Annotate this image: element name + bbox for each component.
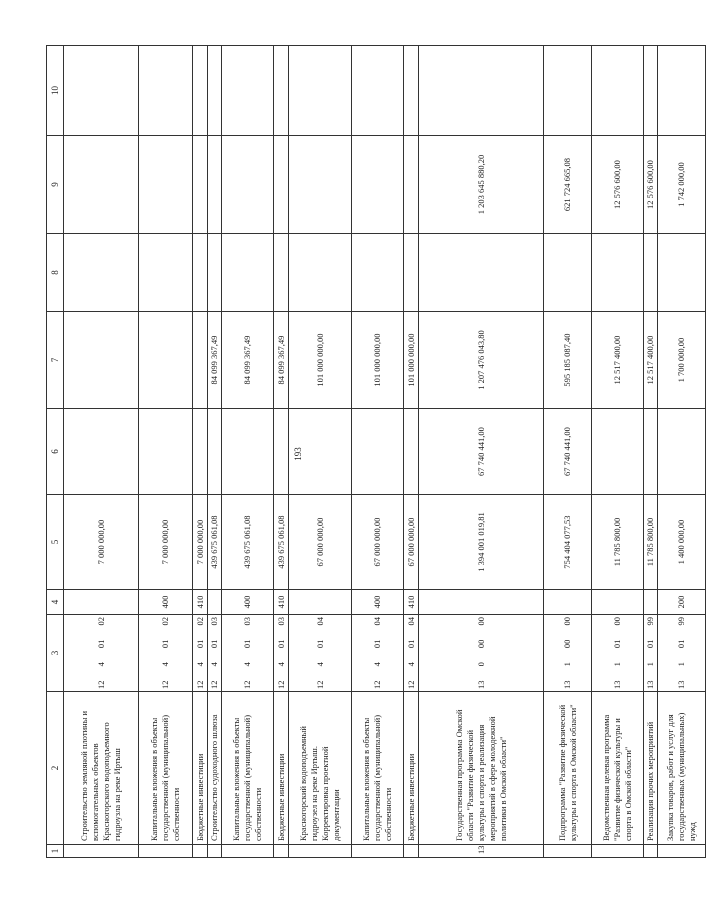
expense-type-cell: 400 xyxy=(139,590,193,615)
amount-cell-c9 xyxy=(139,136,193,234)
code-part: 01 xyxy=(676,639,686,649)
amount-cell-c5: 67 000 000,00 xyxy=(289,495,352,590)
code-parts xyxy=(209,615,220,691)
row-number-cell xyxy=(592,845,644,858)
code-part: 02 xyxy=(95,617,106,626)
amount-cell-c8 xyxy=(352,234,404,312)
code-part: 00 xyxy=(612,617,622,626)
header-row xyxy=(47,46,64,858)
table-row xyxy=(289,46,352,858)
expense-type-cell xyxy=(208,590,222,615)
expense-type-cell xyxy=(644,590,658,615)
row-number-cell xyxy=(352,845,404,858)
amount-cell-c7: 595 185 087,40 xyxy=(544,312,592,409)
amount-cell-c9: 1 742 000,00 xyxy=(658,136,706,234)
amount-cell-c10 xyxy=(419,46,544,136)
code-part: 01 xyxy=(194,639,205,649)
row-number-cell xyxy=(658,845,706,858)
amount-cell-c5: 439 675 061,08 xyxy=(208,495,222,590)
amount-cell-c9 xyxy=(274,136,289,234)
amount-cell-c7 xyxy=(64,312,139,409)
amount-cell-c7: 1 700 000,00 xyxy=(658,312,706,409)
amount-cell-c10 xyxy=(139,46,193,136)
code-part: 13 xyxy=(475,680,486,689)
code-part: 12 xyxy=(372,680,382,689)
table-row xyxy=(208,46,222,858)
code-part: 4 xyxy=(160,662,170,667)
classification-code-cell xyxy=(193,615,208,692)
amount-cell-c5: 7 000 000,00 xyxy=(139,495,193,590)
item-name-cell: Ведомственная целевая программа "Развитие физической культуры и спорта в Омской области" xyxy=(592,692,644,845)
expense-type-cell xyxy=(289,590,352,615)
code-part: 04 xyxy=(372,617,382,626)
row-number-cell: 13 xyxy=(419,845,544,858)
item-name-cell: Красногорский водоподъемный гидроузел на реке Иртыш. Корректировка проектной документации xyxy=(289,692,352,845)
code-part: 1 xyxy=(645,662,655,667)
code-part: 99 xyxy=(645,617,655,626)
classification-code-cell xyxy=(289,615,352,692)
expense-type-cell xyxy=(592,590,644,615)
item-name-cell: Строительство земляной плотины и вспомогательных объектов Красногорского водоподъемного гидроузла на реке Иртыш xyxy=(64,692,139,845)
item-name-cell: Капитальные вложения в объекты государственной (муниципальной) собственности xyxy=(222,692,274,845)
amount-cell-c6 xyxy=(139,409,193,495)
classification-code-cell xyxy=(139,615,193,692)
row-number-cell xyxy=(404,845,419,858)
code-part: 03 xyxy=(242,617,252,626)
code-part: 12 xyxy=(194,680,205,689)
item-name-cell: Реализация прочих мероприятий xyxy=(644,692,658,845)
amount-cell-c8 xyxy=(139,234,193,312)
amount-cell-c6 xyxy=(64,409,139,495)
amount-cell-c8 xyxy=(544,234,592,312)
amount-cell-c10 xyxy=(658,46,706,136)
table-row xyxy=(592,46,644,858)
code-part: 1 xyxy=(612,662,622,667)
item-name-cell: Закупка товаров, работ и услуг для государственных (муниципальных) нужд xyxy=(658,692,706,845)
amount-cell-c5: 11 785 800,00 xyxy=(644,495,658,590)
header-cell: 6 xyxy=(47,409,64,495)
amount-cell-c8 xyxy=(658,234,706,312)
item-name-cell: Капитальные вложения в объекты государственной (муниципальной) собственности xyxy=(139,692,193,845)
code-part: 12 xyxy=(95,680,106,689)
amount-cell-c6 xyxy=(289,409,352,495)
code-part: 03 xyxy=(275,617,286,626)
row-number-cell xyxy=(644,845,658,858)
amount-cell-c9 xyxy=(404,136,419,234)
amount-cell-c7: 84 099 367,49 xyxy=(222,312,274,409)
code-part: 12 xyxy=(405,680,416,689)
amount-cell-c7 xyxy=(193,312,208,409)
classification-code-cell xyxy=(419,615,544,692)
code-part: 01 xyxy=(314,639,325,649)
amount-cell-c6 xyxy=(193,409,208,495)
classification-code-cell xyxy=(208,615,222,692)
amount-cell-c9 xyxy=(352,136,404,234)
amount-cell-c9: 1 203 645 880,20 xyxy=(419,136,544,234)
amount-cell-c8 xyxy=(193,234,208,312)
item-name-cell: Подпрограмма "Развитие физической культуры и спорта в Омской области" xyxy=(544,692,592,845)
table-row xyxy=(658,46,706,858)
code-part: 13 xyxy=(676,680,686,689)
classification-code-cell xyxy=(644,615,658,692)
amount-cell-c5: 67 000 000,00 xyxy=(352,495,404,590)
amount-cell-c5: 67 000 000,00 xyxy=(404,495,419,590)
amount-cell-c10 xyxy=(644,46,658,136)
classification-code-cell xyxy=(274,615,289,692)
amount-cell-c10 xyxy=(544,46,592,136)
amount-cell-c9 xyxy=(64,136,139,234)
code-part: 4 xyxy=(242,662,252,667)
expense-type-cell: 400 xyxy=(222,590,274,615)
amount-cell-c9 xyxy=(208,136,222,234)
expense-type-cell: 410 xyxy=(404,590,419,615)
header-cell: 10 xyxy=(47,46,64,136)
amount-cell-c7: 101 000 000,00 xyxy=(352,312,404,409)
code-parts xyxy=(276,615,287,691)
code-part: 04 xyxy=(405,617,416,626)
amount-cell-c7: 84 099 367,49 xyxy=(274,312,289,409)
code-part: 03 xyxy=(209,617,219,626)
header-cell: 5 xyxy=(47,495,64,590)
amount-cell-c7: 101 000 000,00 xyxy=(404,312,419,409)
amount-cell-c5: 439 675 061,08 xyxy=(222,495,274,590)
code-parts xyxy=(476,615,487,691)
code-part: 1 xyxy=(562,662,572,667)
amount-cell-c7: 12 517 400,00 xyxy=(644,312,658,409)
code-parts xyxy=(645,615,656,691)
amount-cell-c10 xyxy=(222,46,274,136)
amount-cell-c6 xyxy=(592,409,644,495)
code-part: 99 xyxy=(676,617,686,626)
amount-cell-c10 xyxy=(193,46,208,136)
page-number: 193 xyxy=(293,447,303,461)
code-part: 12 xyxy=(160,680,170,689)
code-parts xyxy=(315,615,326,691)
classification-code-cell xyxy=(352,615,404,692)
amount-cell-c8 xyxy=(274,234,289,312)
row-number-cell xyxy=(193,845,208,858)
header-cell: 3 xyxy=(47,615,64,692)
code-part: 01 xyxy=(242,639,252,649)
header-cell: 1 xyxy=(47,845,64,858)
table-row xyxy=(193,46,208,858)
table-row xyxy=(644,46,658,858)
item-name-cell: Бюджетные инвестиции xyxy=(404,692,419,845)
code-parts xyxy=(562,615,573,691)
amount-cell-c6 xyxy=(352,409,404,495)
amount-cell-c10 xyxy=(352,46,404,136)
amount-cell-c8 xyxy=(592,234,644,312)
amount-cell-c10 xyxy=(274,46,289,136)
code-parts xyxy=(676,615,687,691)
code-part: 4 xyxy=(405,662,416,667)
amount-cell-c5: 11 785 800,00 xyxy=(592,495,644,590)
expense-type-cell xyxy=(544,590,592,615)
code-part: 12 xyxy=(242,680,252,689)
amount-cell-c6 xyxy=(222,409,274,495)
item-name-cell: Государственная программа Омской области "Развитие физической культуры и спорта и реализация мероприятий в сфере молодежной политики в Омской области" xyxy=(419,692,544,845)
budget-table xyxy=(46,45,706,858)
code-part: 12 xyxy=(275,680,286,689)
amount-cell-c10 xyxy=(289,46,352,136)
header-cell: 7 xyxy=(47,312,64,409)
table-row xyxy=(352,46,404,858)
row-number-cell xyxy=(222,845,274,858)
code-part: 02 xyxy=(160,617,170,626)
table-row xyxy=(404,46,419,858)
amount-cell-c8 xyxy=(644,234,658,312)
code-part: 12 xyxy=(209,680,219,689)
code-part: 01 xyxy=(95,639,106,649)
code-parts xyxy=(612,615,623,691)
table-row xyxy=(274,46,289,858)
table-row xyxy=(139,46,193,858)
row-number-cell xyxy=(274,845,289,858)
code-part: 00 xyxy=(475,617,486,626)
classification-code-cell xyxy=(592,615,644,692)
classification-code-cell xyxy=(544,615,592,692)
amount-cell-c6: 67 740 441,00 xyxy=(419,409,544,495)
amount-cell-c7: 12 517 400,00 xyxy=(592,312,644,409)
table-row xyxy=(64,46,139,858)
code-part: 04 xyxy=(314,617,325,626)
code-parts xyxy=(242,615,253,691)
amount-cell-c8 xyxy=(419,234,544,312)
code-part: 01 xyxy=(209,639,219,649)
table-row xyxy=(544,46,592,858)
code-parts xyxy=(195,615,206,691)
code-part: 4 xyxy=(95,662,106,667)
classification-code-cell xyxy=(222,615,274,692)
code-part: 4 xyxy=(194,662,205,667)
amount-cell-c7: 84 099 367,49 xyxy=(208,312,222,409)
amount-cell-c8 xyxy=(289,234,352,312)
amount-cell-c5: 7 000 000,00 xyxy=(193,495,208,590)
code-part: 01 xyxy=(160,639,170,649)
amount-cell-c6 xyxy=(658,409,706,495)
amount-cell-c10 xyxy=(592,46,644,136)
expense-type-cell: 200 xyxy=(658,590,706,615)
row-number-cell xyxy=(289,845,352,858)
row-number-cell xyxy=(544,845,592,858)
code-part: 4 xyxy=(314,662,325,667)
amount-cell-c8 xyxy=(222,234,274,312)
code-part: 00 xyxy=(562,617,572,626)
amount-cell-c8 xyxy=(404,234,419,312)
amount-cell-c6 xyxy=(208,409,222,495)
code-part: 0 xyxy=(475,662,486,667)
code-part: 00 xyxy=(562,639,572,649)
code-part: 1 xyxy=(676,662,686,667)
amount-cell-c6 xyxy=(274,409,289,495)
expense-type-cell xyxy=(64,590,139,615)
row-number-cell xyxy=(139,845,193,858)
expense-type-cell: 410 xyxy=(274,590,289,615)
code-parts xyxy=(96,615,107,691)
amount-cell-c5: 7 000 000,00 xyxy=(64,495,139,590)
amount-cell-c7 xyxy=(139,312,193,409)
amount-cell-c5: 1 400 000,00 xyxy=(658,495,706,590)
amount-cell-c6: 67 740 441,00 xyxy=(544,409,592,495)
classification-code-cell xyxy=(658,615,706,692)
code-part: 12 xyxy=(314,680,325,689)
amount-cell-c7: 101 000 000,00 xyxy=(289,312,352,409)
rotated-table-wrapper xyxy=(46,46,697,858)
amount-cell-c8 xyxy=(208,234,222,312)
amount-cell-c7: 1 207 476 043,80 xyxy=(419,312,544,409)
header-cell: 4 xyxy=(47,590,64,615)
header-cell: 9 xyxy=(47,136,64,234)
amount-cell-c10 xyxy=(208,46,222,136)
expense-type-cell xyxy=(419,590,544,615)
amount-cell-c9 xyxy=(222,136,274,234)
header-cell: 2 xyxy=(47,692,64,845)
amount-cell-c5: 1 394 001 019,81 xyxy=(419,495,544,590)
amount-cell-c10 xyxy=(64,46,139,136)
amount-cell-c9: 12 576 600,00 xyxy=(644,136,658,234)
amount-cell-c5: 439 675 061,08 xyxy=(274,495,289,590)
item-name-cell: Бюджетные инвестиции xyxy=(274,692,289,845)
code-part: 01 xyxy=(275,639,286,649)
expense-type-cell: 400 xyxy=(352,590,404,615)
code-part: 01 xyxy=(612,639,622,649)
item-name-cell: Капитальные вложения в объекты государственной (муниципальной) собственности xyxy=(352,692,404,845)
code-parts xyxy=(372,615,383,691)
table-row xyxy=(419,46,544,858)
code-part: 00 xyxy=(475,639,486,649)
code-parts xyxy=(160,615,171,691)
table-body xyxy=(47,46,706,858)
amount-cell-c10 xyxy=(404,46,419,136)
code-part: 13 xyxy=(612,680,622,689)
amount-cell-c8 xyxy=(64,234,139,312)
item-name-cell: Строительство судоходного шлюза xyxy=(208,692,222,845)
classification-code-cell xyxy=(404,615,419,692)
item-name-cell: Бюджетные инвестиции xyxy=(193,692,208,845)
code-part: 4 xyxy=(275,662,286,667)
expense-type-cell: 410 xyxy=(193,590,208,615)
amount-cell-c9: 12 576 600,00 xyxy=(592,136,644,234)
code-part: 01 xyxy=(645,639,655,649)
code-part: 01 xyxy=(405,639,416,649)
code-part: 13 xyxy=(645,680,655,689)
code-part: 4 xyxy=(209,662,219,667)
amount-cell-c9 xyxy=(289,136,352,234)
amount-cell-c9 xyxy=(193,136,208,234)
code-part: 4 xyxy=(372,662,382,667)
amount-cell-c5: 754 404 077,53 xyxy=(544,495,592,590)
classification-code-cell xyxy=(64,615,139,692)
header-cell: 8 xyxy=(47,234,64,312)
amount-cell-c6 xyxy=(644,409,658,495)
amount-cell-c6 xyxy=(404,409,419,495)
code-part: 13 xyxy=(562,680,572,689)
code-part: 01 xyxy=(372,639,382,649)
row-number-cell xyxy=(64,845,139,858)
row-number-cell xyxy=(208,845,222,858)
table-row xyxy=(222,46,274,858)
code-part: 02 xyxy=(194,617,205,626)
code-parts xyxy=(406,615,417,691)
amount-cell-c9: 621 724 665,08 xyxy=(544,136,592,234)
